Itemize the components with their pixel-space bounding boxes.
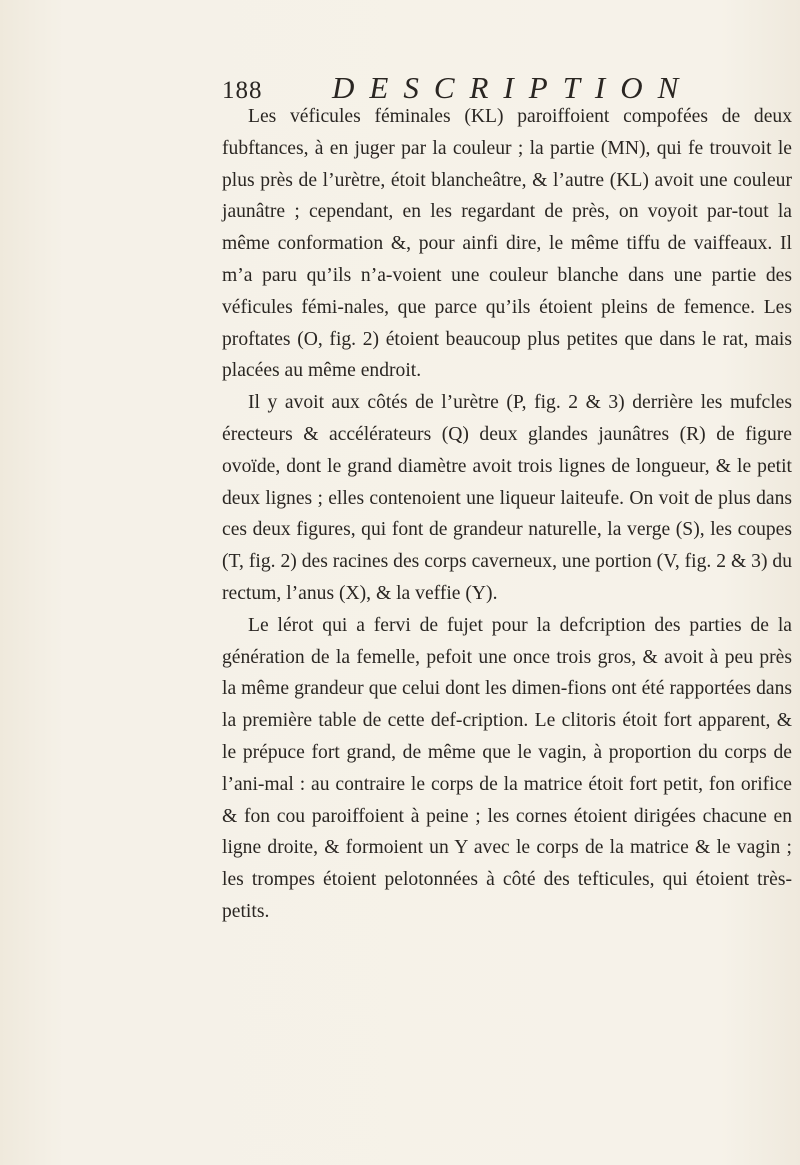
body-text: [222, 101, 792, 928]
paragraph-glands: Il y avoit aux côtés de l’urètre (P, fig. 2 & 3) derrière les mufcles érecteurs & accélérateurs (Q) deux glandes jaunâtres (R) de figure ovoïde, dont le grand diamètre avoit trois lignes de longueur, & le petit deux lignes ; elles contenoient une liqueur laiteufe. On voit de plus dans ces deux figures, qui font de grandeur naturelle, la verge (S), les coupes (T, fig. 2) des racines des corps caverneux, une portion (V, fig. 2 & 3) du rectum, l’anus (X), & la veffie (Y).: [222, 392, 792, 604]
paragraph-female-organs: Le lérot qui a fervi de fujet pour la defcription des parties de la génération de la femelle, pefoit une once trois gros, & avoit à peu près la même grandeur que celui dont les dimen-fions ont été rapportées dans la première table de cette def-cription. Le clitoris étoit fort apparent, & le prépuce fort grand, de même que le vagin, à proportion du corps de l’ani-mal : au contraire le corps de la matrice étoit fort petit, fon orifice & fon cou paroiffoient à peine ; les cornes étoient dirigées chacune en ligne droite, & formoient un Y avec le corps de la matrice & le vagin ; les trompes étoient pelotonnées à côté des tefticules, qui étoient très-petits.: [222, 614, 792, 922]
running-title: DESCRIPTION: [332, 70, 694, 105]
paragraph-seminal-vesicles: Les véficules féminales (KL) paroiffoient compofées de deux fubftances, à en juger par la couleur ; la partie (MN), qui fe trouvoit le plus près de l’urètre, étoit blancheâtre, & l’autre (KL) avoit une couleur jaunâtre ; cependant, en les regardant de près, on voyoit par-tout la même conformation &, pour ainfi dire, le même tiffu de vaiffeaux. Il m’a paru qu’ils n’a-voient une couleur blanche dans une partie des véficules fémi-nales, que parce qu’ils étoient pleins de femence. Les proftates (O, fig. 2) étoient beaucoup plus petites que dans le rat, mais placées au même endroit.: [222, 106, 792, 382]
page-number: 188: [222, 77, 263, 104]
